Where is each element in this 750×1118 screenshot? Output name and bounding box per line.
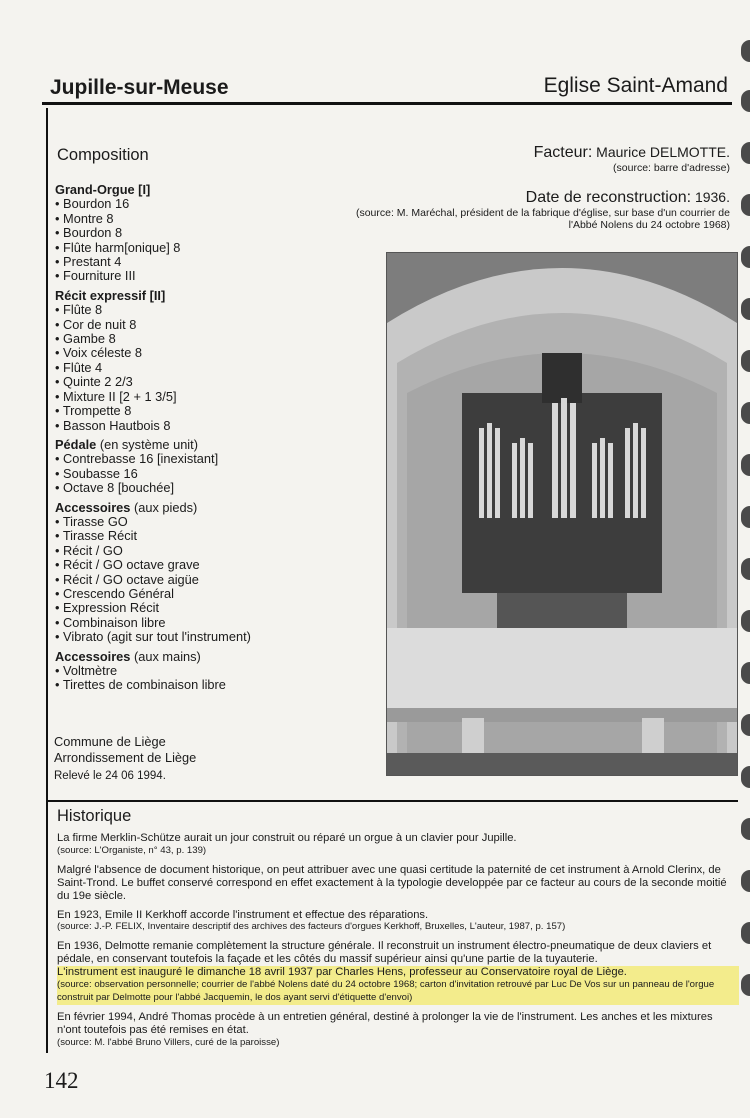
facteur-source: (source: barre d'adresse)	[613, 162, 730, 174]
stop-item: • Soubasse 16	[55, 467, 375, 481]
arrondissement-text: Arrondissement de Liège	[54, 749, 197, 765]
facteur-block	[534, 144, 730, 174]
composition-heading: Composition	[57, 146, 149, 164]
stop-item: • Basson Hautbois 8	[55, 419, 375, 433]
stop-item: • Combinaison libre	[55, 616, 375, 630]
header-rule	[42, 102, 732, 105]
stop-item: • Tirasse GO	[55, 515, 375, 529]
section-name: Accessoires	[55, 648, 131, 664]
stop-item: • Gambe 8	[55, 332, 375, 346]
stop-item: • Quinte 2 2/3	[55, 375, 375, 389]
stop-item: • Contrebasse 16 [inexistant]	[55, 452, 375, 466]
hist-p2: Malgré l'absence de document historique, on peut attribuer avec une quasi certitude la paternité de cet instrument à Arnold Clerinx, de Saint-Trond. Le buffet conservé correspond en effet exactement à la typologie developpée par ce facteur au cours de la seconde moitié du 19e siècle.	[57, 863, 727, 902]
hist-p5-source: (source: M. l'abbé Bruno Villers, curé de la paroisse)	[57, 1036, 280, 1048]
stop-item: • Voltmètre	[55, 664, 375, 678]
stoplist-section-heading	[55, 650, 375, 664]
stop-item: • Bourdon 8	[55, 226, 375, 240]
stop-item: • Fourniture III	[55, 269, 375, 283]
section-divider	[46, 800, 738, 802]
reconstruction-source: (source: M. Maréchal, président de la fabrique d'église, sur base d'un courrier de l'Abbé Nolens du 24 octobre 1968)	[355, 207, 730, 231]
stop-item: • Trompette 8	[55, 404, 375, 418]
stop-item: • Montre 8	[55, 212, 375, 226]
section-name: Grand-Orgue [I]	[55, 182, 151, 197]
hist-p1: La firme Merklin-Schütze aurait un jour construit ou réparé un orgue à un clavier pour Jupille.	[57, 832, 517, 844]
section-name: Récit expressif [II]	[55, 287, 166, 303]
hist-p4: En 1936, Delmotte remanie complètement la structure générale. Il reconstruit un instrument électro-pneumatique de deux claviers et pédale, en conservant toutefois la façade et les côtés du massif supérieur ainsi qu'une partie de la tuyauterie.	[57, 940, 712, 966]
section-note: (en système unit)	[96, 436, 198, 452]
stoplist	[55, 178, 375, 693]
hist-p4-source: (source: observation personnelle; courrier de l'abbé Nolens daté du 24 octobre 1968; carton d'invitation retrouvé par Luc De Vos sur un panneau de l'orgue construit par Delmotte pour l'abbé Jacquemin, le dos ayant servi d'étiquette d'envoi)	[57, 979, 715, 1003]
commune-text: Commune de Liège	[54, 734, 166, 749]
stop-item: • Cor de nuit 8	[55, 318, 375, 332]
facteur-value: Maurice DELMOTTE.	[592, 144, 730, 160]
stop-item: • Mixture II [2 + 1 3/5]	[55, 390, 375, 404]
stop-item: • Octave 8 [bouchée]	[55, 481, 375, 495]
reconstruction-value: 1936.	[691, 189, 730, 205]
section-note: (aux mains)	[130, 648, 201, 664]
stop-item: • Prestant 4	[55, 255, 375, 269]
section-note: (aux pieds)	[130, 499, 198, 515]
stop-item: • Récit / GO	[55, 544, 375, 558]
stop-item: • Récit / GO octave aigüe	[55, 573, 375, 587]
reconstruction-block	[350, 189, 730, 231]
stop-item: • Crescendo Général	[55, 587, 375, 601]
stoplist-section-heading	[55, 501, 375, 515]
historique-text	[57, 832, 739, 1056]
stop-item: • Récit / GO octave grave	[55, 558, 375, 572]
organ-photo	[386, 252, 738, 776]
stop-item: • Vibrato (agit sur tout l'instrument)	[55, 630, 375, 644]
section-name: Accessoires	[55, 499, 131, 515]
stop-item: • Tirasse Récit	[55, 529, 375, 543]
hist-p4-highlight-text: L'instrument est inauguré le dimanche 18 avril 1937 par Charles Hens, professeur au Conservatoire royal de Liège.	[57, 966, 627, 979]
hist-p5: En février 1994, André Thomas procède à un entretien général, destiné à prolonger la vie de l'instrument. Les anches et les mixtures n'ont toutefois pas été remises en état.	[57, 1010, 713, 1036]
hist-p3: En 1923, Emile II Kerkhoff accorde l'instrument et effectue des réparations.	[57, 908, 429, 921]
stop-item: • Bourdon 16	[55, 197, 375, 211]
historique-heading: Historique	[57, 807, 132, 825]
section-name: Pédale	[55, 436, 97, 452]
stop-item: • Flûte 4	[55, 361, 375, 375]
reconstruction-label: Date de reconstruction:	[525, 189, 692, 206]
hist-p1-source: (source: L'Organiste, n° 43, p. 139)	[57, 844, 207, 856]
hist-p3-source: (source: J.-P. FELIX, Inventaire descriptif des archives des facteurs d'orgues Kerkhoff, Bruxelles, L'auteur, 1987, p. 157)	[57, 921, 566, 933]
stoplist-section-heading	[55, 289, 375, 303]
facteur-label: Facteur:	[533, 144, 593, 161]
stop-item: • Voix céleste 8	[55, 346, 375, 360]
stop-item: • Flûte 8	[55, 303, 375, 317]
stoplist-section-heading	[55, 438, 375, 452]
releve-date: Relevé le 24 06 1994.	[54, 770, 166, 782]
place-title: Jupille-sur-Meuse	[50, 76, 229, 99]
hist-p4-highlight	[57, 966, 739, 1005]
stop-item: • Flûte harm[onique] 8	[55, 241, 375, 255]
stop-item: • Tirettes de combinaison libre	[55, 678, 375, 692]
stop-item: • Expression Récit	[55, 601, 375, 615]
church-title: Eglise Saint-Amand	[543, 74, 728, 97]
page-number: 142	[44, 1068, 79, 1093]
stoplist-section-heading	[55, 183, 375, 197]
commune-block	[54, 734, 196, 765]
